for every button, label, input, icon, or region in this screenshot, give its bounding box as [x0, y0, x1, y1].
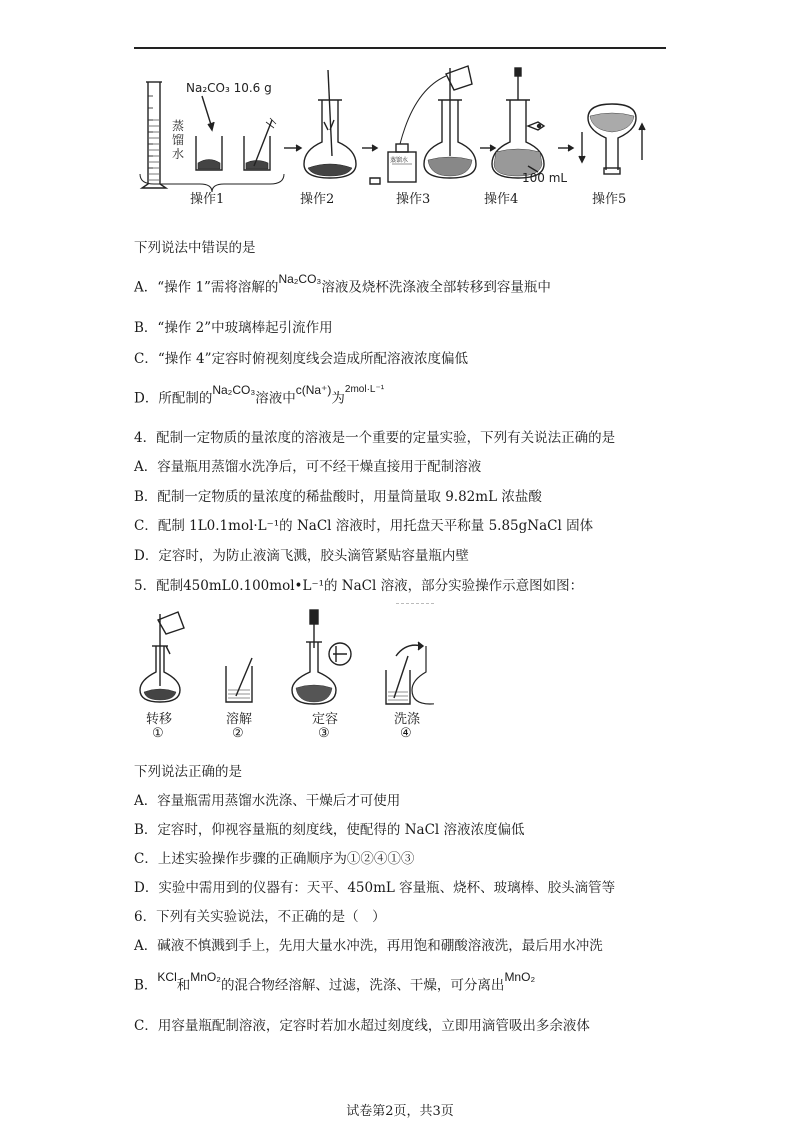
q6-stem: 6．下列有关实验说法，不正确的是（ ） — [134, 909, 386, 925]
water-label-3: 水 — [172, 147, 185, 161]
figure-q5-operations — [134, 606, 434, 752]
reagent-label: Na₂CO₃ 10.6 g — [186, 81, 272, 95]
q3-option-c: C．“操作 4”定容时俯视刻度线会造成所配溶液浓度偏低 — [134, 351, 469, 367]
fig-label-transfer: 转移 — [146, 712, 173, 727]
q5-option-c: C．上述实验操作步骤的正确顺序为①②④①③ — [134, 851, 415, 867]
fig-label-fix-volume: 定容 — [312, 712, 339, 727]
q5-option-d: D．实验中需用到的仪器有：天平、450mL 容量瓶、烧杯、玻璃棒、胶头滴管等 — [134, 880, 616, 896]
caption-op4: 操作4 — [484, 192, 519, 207]
q3-option-b: B．“操作 2”中玻璃棒起引流作用 — [134, 320, 333, 336]
divider-dashed — [396, 603, 434, 604]
fig-num-3: ③ — [318, 726, 330, 741]
fig-num-4: ④ — [400, 726, 412, 741]
caption-op5: 操作5 — [592, 192, 627, 207]
q5-stem: 5．配制450mL0.100mol•L⁻¹的 NaCl 溶液，部分实验操作示意图如图： — [134, 578, 584, 594]
caption-op3: 操作3 — [396, 192, 431, 207]
q4-option-c: C．配制 1L0.1mol·L⁻¹的 NaCl 溶液时，用托盘天平称量 5.85gNaCl 固体 — [134, 518, 594, 534]
q3-option-a: A．“操作 1”需将溶解的Na₂CO₃溶液及烧杯洗涤液全部转移到容量瓶中 — [134, 271, 551, 296]
q3-option-d: D．所配制的Na₂CO₃溶液中c(Na⁺)为2mol·L⁻¹ — [134, 382, 385, 407]
q4-option-a: A．容量瓶用蒸馏水洗净后，可不经干燥直接用于配制溶液 — [134, 459, 482, 475]
q4-stem: 4．配制一定物质的量浓度的溶液是一个重要的定量实验，下列有关说法正确的是 — [134, 430, 616, 446]
caption-op1: 操作1 — [190, 192, 225, 207]
q5-option-b: B．定容时，仰视容量瓶的刻度线，使配得的 NaCl 溶液浓度偏低 — [134, 822, 525, 838]
q6-option-c: C．用容量瓶配制溶液，定容时若加水超过刻度线，立即用滴管吸出多余液体 — [134, 1018, 590, 1034]
q5-option-a: A．容量瓶需用蒸馏水洗涤、干燥后才可使用 — [134, 793, 401, 809]
bottle-label: 蒸馏水 — [390, 157, 409, 164]
fig-label-wash: 洗涤 — [394, 712, 421, 727]
volume-label: 100 mL — [522, 171, 568, 185]
q3-stem: 下列说法中错误的是 — [134, 240, 256, 256]
fig-num-2: ② — [232, 726, 244, 741]
q4-option-d: D．定容时，为防止液滴飞溅，胶头滴管紧贴容量瓶内壁 — [134, 548, 469, 564]
q6-option-b: B．KCl和MnO₂的混合物经溶解、过滤，洗涤、干燥，可分离出MnO₂ — [134, 969, 536, 994]
page-footer: 试卷第2页，共3页 — [346, 1104, 454, 1119]
fig-num-1: ① — [152, 726, 164, 741]
water-label-2: 馏 — [172, 133, 185, 147]
q6-option-a: A．碱液不慎溅到手上，先用大量水冲洗，再用饱和硼酸溶液洗，最后用水冲洗 — [134, 938, 603, 954]
q5-sub-stem: 下列说法正确的是 — [134, 764, 242, 780]
q4-option-b: B．配制一定物质的量浓度的稀盐酸时，用量筒量取 9.82mL 浓盐酸 — [134, 489, 542, 505]
header-rule — [134, 47, 666, 49]
water-label-1: 蒸 — [172, 119, 185, 133]
caption-op2: 操作2 — [300, 192, 335, 207]
fig-label-dissolve: 溶解 — [226, 712, 253, 727]
